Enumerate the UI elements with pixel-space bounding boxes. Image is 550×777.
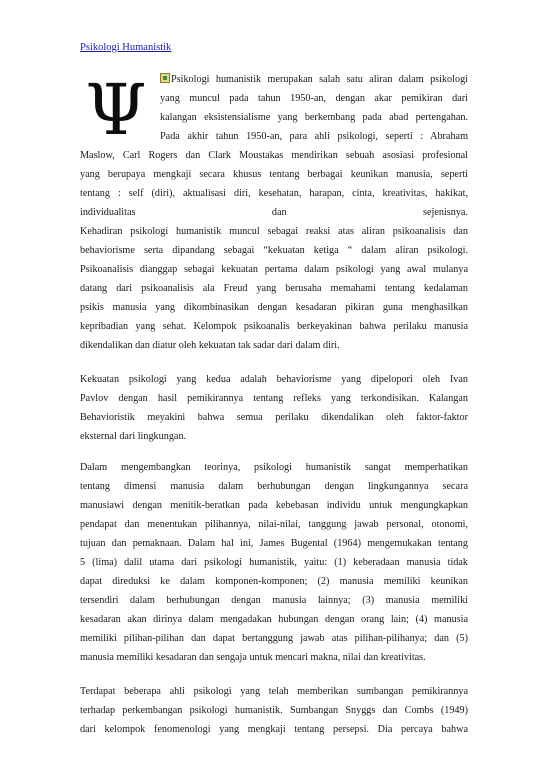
intro-block — [80, 69, 468, 151]
paragraph-line: Kekuatan psikologi yang kedua adalah behaviorisme yang dipelopori oleh Ivan — [80, 374, 468, 385]
psi-symbol-image: Ψ — [85, 69, 147, 151]
paragraph-line: kesadaran akan dirinya dalam mengadakan hubungan dengan orang lain; (4) manusia — [80, 614, 468, 625]
paragraph-line: Behavioristik meyakini bahwa semua perilaku dikendalikan oleh faktor-faktor — [80, 412, 468, 423]
paragraph-1 — [80, 146, 468, 355]
paragraph-line: memiliki pilihan-pilihan dan dapat bertanggung jawab atas pilihan-pilihanya; dan (5) — [80, 633, 468, 644]
paragraph-line: dikendalikan dan diatur oleh kekuatan tak sadar dari dalam diri. — [80, 340, 340, 351]
paragraph-line: datang dari psikoanalisis ala Freud yang berusaha memahami tentang kedalaman — [80, 283, 468, 294]
paragraph-line: dapat direduksi ke dalam komponen-komponen; (2) manusia memiliki keunikan — [80, 576, 468, 587]
paragraph-line: kepribadian yang sehat. Kelompok psikoanalis berkeyakinan bahwa perilaku manusia — [80, 321, 468, 332]
document-title-link[interactable]: Psikologi Humanistik — [80, 42, 172, 53]
paragraph-line: tersendiri dalam berhubungan dengan manusia lainnya; (3) manusia memiliki — [80, 595, 468, 606]
paragraph-2 — [80, 370, 468, 446]
embedded-object-icon — [160, 73, 170, 83]
paragraph-line: Pavlov dengan hasil pemikirannya tentang refleks yang terkondisikan. Kalangan — [80, 393, 468, 404]
paragraph-line: manusiawi dengan menitik-beratkan pada kebebasan individu untuk mengungkapkan — [80, 500, 468, 511]
paragraph-line: tentang : self (diri), aktualisasi diri, kesehatan, harapan, cinta, kreativitas, hakikat, — [80, 188, 468, 199]
paragraph-line: Terdapat beberapa ahli psikologi yang telah memberikan sumbangan pemikirannya — [80, 686, 468, 697]
paragraph-line: pendapat dan menentukan pilihannya, nilai-nilai, tanggung jawab personal, otonomi, — [80, 519, 468, 530]
paragraph-line: 5 (lima) dalil utama dari psikologi humanistik, yaitu: (1) keberadaan manusia tidak — [80, 557, 468, 568]
paragraph-line: behaviorisme serta dipandang sebagai “kekuatan ketiga “ dalam aliran psikologi. — [80, 245, 468, 256]
paragraph-line: terhadap perkembangan psikologi humanistik. Sumbangan Snyggs dan Combs (1949) — [80, 705, 468, 716]
paragraph-line: individualitas dan sejenisnya. — [80, 207, 468, 218]
paragraph-line: Psikoanalisis dianggap sebagai kekuatan pertama dalam psikologi yang awal mulanya — [80, 264, 468, 275]
intro-line: Pada akhir tahun 1950-an, para ahli psikologi, seperti : Abraham — [160, 131, 468, 142]
paragraph-line: Dalam mengembangkan teorinya, psikologi humanistik sangat memperhatikan — [80, 462, 468, 473]
paragraph-line: dari kelompok fenomenologi yang mengkaji tentang persepsi. Dia percaya bahwa — [80, 724, 468, 735]
paragraph-line: eksternal dari lingkungan. — [80, 431, 187, 442]
paragraph-line: Maslow, Carl Rogers dan Clark Moustakas mendirikan sebuah asosiasi profesional — [80, 150, 468, 161]
paragraph-line: psikis manusia yang dikombinasikan dengan kesadaran pikiran guna menghasilkan — [80, 302, 468, 313]
paragraph-3 — [80, 458, 468, 667]
paragraph-line: tentang dimensi manusia dalam berhubungan dengan lingkungannya secara — [80, 481, 468, 492]
paragraph-4 — [80, 682, 468, 739]
intro-line: yang muncul pada tahun 1950-an, dengan akar pemikiran dari — [160, 93, 468, 104]
paragraph-line: Kehadiran psikologi humanistik muncul sebagai reaksi atas aliran psikoanalisis dan — [80, 226, 468, 237]
paragraph-line: yang berupaya mengkaji secara khusus tentang berbagai keunikan manusia, seperti — [80, 169, 468, 180]
paragraph-line: tujuan dan pemaknaan. Dalam hal ini, James Bugental (1964) mengemukakan tentang — [80, 538, 468, 549]
paragraph-line: manusia memiliki kesadaran dan sengaja untuk mencari makna, nilai dan kreativitas. — [80, 652, 426, 663]
intro-line: Psikologi humanistik merupakan salah satu aliran dalam psikologi — [80, 70, 468, 89]
intro-line: kalangan eksistensialisme yang berkembang pada abad pertengahan. — [160, 112, 468, 123]
